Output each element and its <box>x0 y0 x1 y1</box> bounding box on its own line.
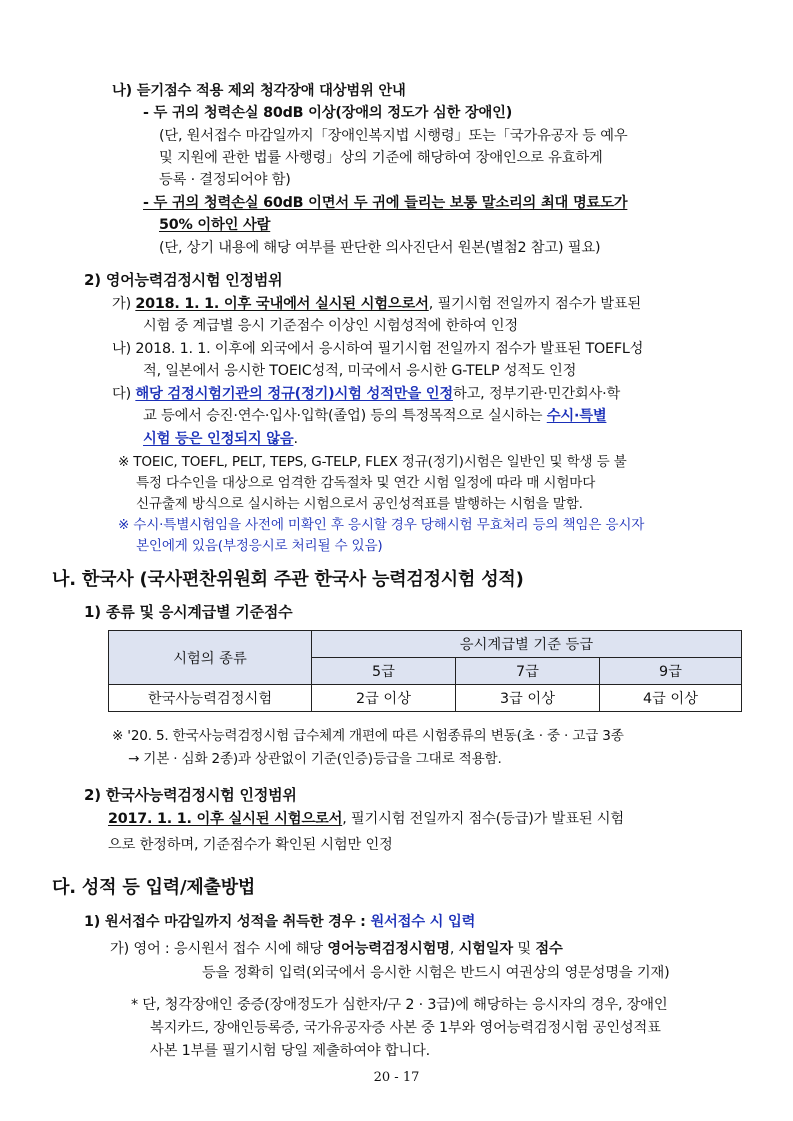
hearing-item-1: - 두 귀의 청력손실 80dB 이상(장애의 정도가 심한 장애인) <box>143 105 513 121</box>
submission-note: 복지카드, 장애인등록증, 국가유공자증 사본 중 1부와 영어능력검정시험 공인성적표 <box>150 1020 661 1036</box>
table-header-type: 시험의 종류 <box>109 631 312 685</box>
grade-table <box>108 630 742 712</box>
english-scope-na: 나) 2018. 1. 1. 이후에 외국에서 응시하여 필기시험 전일까지 점수가 발표된 TOEFL성 <box>112 341 644 357</box>
body-text: 1) 원서접수 마감일까지 성적을 취득한 경우 : <box>84 914 371 930</box>
submission-note: 사본 1부를 필기시험 당일 제출하여야 합니다. <box>150 1043 430 1059</box>
english-note-1: ※ TOEIC, TOEFL, PELT, TEPS, G-TELP, FLEX 정규(정기)시험은 일반인 및 학생 등 불 <box>118 454 627 470</box>
body-text: 교 등에서 승진·연수·입사·입학(졸업) 등의 특정목적으로 실시하는 <box>143 408 547 424</box>
submission-sub1 <box>84 913 475 931</box>
emphasis-text: 점수 <box>535 941 563 957</box>
english-scope-na-cont: 적, 일본에서 응시한 TOEIC성적, 미국에서 응시한 G-TELP 성적도 인정 <box>143 363 577 379</box>
body-text: , 필기시험 전일까지 점수(등급)가 발표된 시험 <box>342 811 625 827</box>
korean-history-note: → 기본 · 심화 2종)과 상관없이 기준(인증)등급을 그대로 적용함. <box>128 751 502 767</box>
table-row <box>109 631 742 658</box>
english-scope-da-cont <box>143 407 606 425</box>
table-header-grade: 7급 <box>456 658 600 685</box>
page-number: 20 - 17 <box>373 1070 420 1085</box>
body-text: , <box>449 941 459 957</box>
emphasis-text: 수시·특별 <box>546 408 607 424</box>
hearing-heading: 나) 듣기점수 적용 제외 청각장애 대상범위 안내 <box>112 83 406 99</box>
body-text: 및 <box>513 941 536 957</box>
emphasis-text: 시험일자 <box>458 941 514 957</box>
table-cell: 4급 이상 <box>600 685 742 712</box>
english-scope-heading: 2) 영어능력검정시험 인정범위 <box>84 271 283 289</box>
hearing-item-1-note: (단, 원서접수 마감일까지「장애인복지법 시행령」또는「국가유공자 등 예우 <box>159 128 628 144</box>
body-text: . <box>293 431 298 447</box>
emphasis-text: 2018. 1. 1. 이후 국내에서 실시된 시험으로서 <box>135 296 429 312</box>
list-marker: 다) <box>112 386 136 402</box>
submission-ga-cont: 등을 정확히 입력(외국에서 응시한 시험은 반드시 여권상의 영문성명을 기재) <box>202 965 670 981</box>
table-cell: 2급 이상 <box>312 685 456 712</box>
emphasis-text: 해당 검정시험기관의 정규(정기)시험 성적만을 인정 <box>135 386 453 402</box>
table-cell: 한국사능력검정시험 <box>109 685 312 712</box>
english-scope-da <box>112 385 620 403</box>
hearing-item-2: - 두 귀의 청력손실 60dB 이면서 두 귀에 들리는 보통 말소리의 최대 명료도가 <box>143 195 628 211</box>
hearing-item-2: 50% 이하인 사람 <box>159 217 271 233</box>
english-scope-ga-cont: 시험 중 계급별 응시 기준점수 이상인 시험성적에 한하여 인정 <box>143 318 519 334</box>
english-note-2: 본인에게 있음(부정응시로 처리될 수 있음) <box>136 538 383 554</box>
submission-note: * 단, 청각장애인 중증(장애정도가 심한자/구 2 · 3급)에 해당하는 응시자의 경우, 장애인 <box>131 997 668 1013</box>
english-scope-ga <box>112 295 641 313</box>
english-note-2: ※ 수시·특별시험임을 사전에 미확인 후 응시할 경우 당해시험 무효처리 등의 책임은 응시자 <box>118 517 645 533</box>
submission-heading: 다. 성적 등 입력/제출방법 <box>52 877 256 898</box>
english-scope-da-cont <box>143 430 298 448</box>
submission-ga <box>110 940 563 958</box>
korean-history-heading: 나. 한국사 (국사편찬위원회 주관 한국사 능력검정시험 성적) <box>52 569 524 590</box>
table-cell: 3급 이상 <box>456 685 600 712</box>
korean-history-scope <box>108 810 624 828</box>
emphasis-text: 2017. 1. 1. 이후 실시된 시험으로서 <box>108 811 343 827</box>
hearing-item-1-note: 등록 · 결정되어야 함) <box>159 172 291 188</box>
hearing-item-1-note: 및 지원에 관한 법률 사행령」상의 기준에 해당하여 장애인으로 유효하게 <box>159 150 603 166</box>
korean-history-sub2: 2) 한국사능력검정시험 인정범위 <box>84 786 297 804</box>
english-note-1: 신규출제 방식으로 실시하는 시험으로서 공인성적표를 발행하는 시험을 말함. <box>136 496 583 512</box>
table-header-grade: 5급 <box>312 658 456 685</box>
table-row <box>109 685 742 712</box>
korean-history-note: ※ '20. 5. 한국사능력검정시험 급수체계 개편에 따른 시험종류의 변동(초 · 중 · 고급 3종 <box>112 728 624 744</box>
emphasis-text: 시험 등은 인정되지 않음 <box>143 431 294 447</box>
table-header-grade: 9급 <box>600 658 742 685</box>
korean-history-sub1: 1) 종류 및 응시계급별 기준점수 <box>84 603 293 621</box>
english-note-1: 특정 다수인을 대상으로 엄격한 감독절차 및 연간 시험 일정에 따라 매 시험마다 <box>136 475 596 491</box>
korean-history-scope-cont: 으로 한정하며, 기준점수가 확인된 시험만 인정 <box>108 837 393 853</box>
body-text: 가) 영어 : 응시원서 접수 시에 해당 <box>110 941 328 957</box>
table-header-group: 응시계급별 기준 등급 <box>312 631 742 658</box>
body-text: 하고, 정부기관·민간회사·학 <box>452 386 621 402</box>
body-text: , 필기시험 전일까지 점수가 발표된 <box>428 296 642 312</box>
emphasis-text: 원서접수 시 입력 <box>370 914 476 930</box>
hearing-item-2-note: (단, 상기 내용에 해당 여부를 판단한 의사진단서 원본(별첨2 참고) 필요) <box>159 240 601 256</box>
list-marker: 가) <box>112 296 136 312</box>
emphasis-text: 영어능력검정시험명 <box>327 941 450 957</box>
